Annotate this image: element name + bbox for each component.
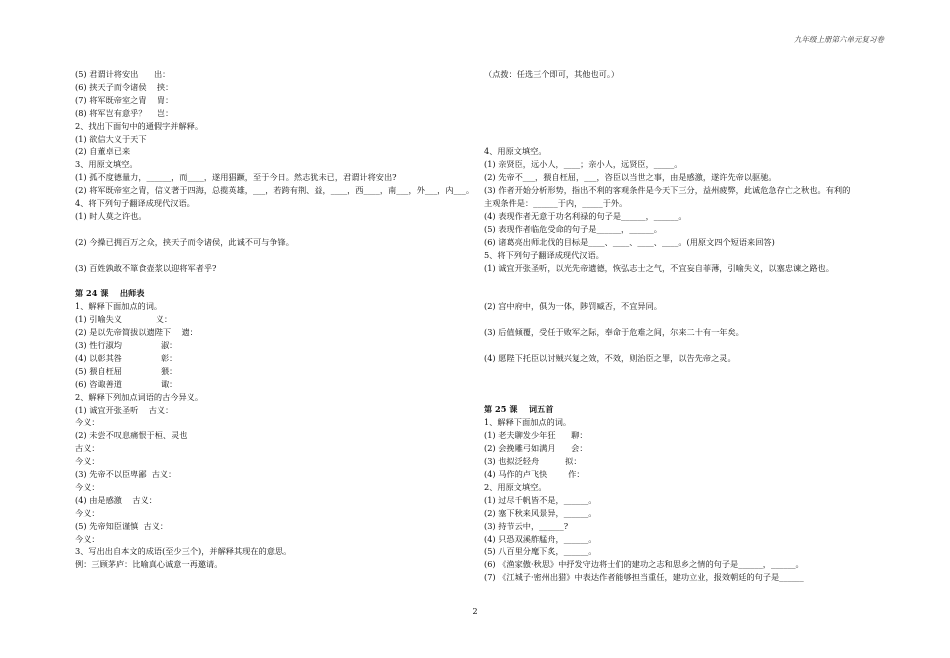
spacer [484,339,884,352]
text-line: (1) 亲贤臣，远小人，____；亲小人，远贤臣，_____。 [484,159,683,170]
spacer [484,391,884,404]
text-line: 4、将下列句子翻译成现代汉语。 [75,198,195,209]
spacer [75,249,475,262]
text-line: 4、用原文填空。 [484,146,547,157]
spacer [484,313,884,326]
text-line: (1) 孤不度德量力，______，而____，遂用猖蹶，至于今日。然志犹未已，君谓计将安出? [75,172,397,183]
text-line: (1) 时人莫之许也。 [75,210,147,221]
spacer [484,133,884,146]
text-line: (4) 由是感激 古义： [75,494,157,505]
text-line: 2、用原文填空。 [484,481,547,492]
text-line: (5) 君谓计将安出 出： [75,69,171,79]
text-line: 5、将下列句子翻译成现代汉语。 [484,249,604,260]
right-column [484,68,884,584]
spacer [75,274,475,287]
text-line: 主观条件是：______于内，_____于外。 [484,198,628,209]
text-line: (3) 持节云中，______? [484,520,569,531]
spacer [484,365,884,391]
text-line: (2) 将军既帝室之胄，信义著于四海，总揽英雄，___，若跨有荆、益，____，西____，南___，外___，内___。 [75,185,475,196]
text-line: 今义： [75,507,100,518]
text-line: (2) 塞下秋来风景异，______。 [484,507,597,518]
spacer [484,274,884,300]
text-line: 古义： [75,443,100,454]
text-line: (2) 是以先帝简拔以遗陛下 遗： [75,327,198,338]
text-line: （点拨：任选三个即可，其他也可。） [484,69,620,79]
text-line: (5) 八百里分麾下炙，______。 [484,546,597,557]
text-line: (6) 《渔家傲·秋思》中抒发守边将士们的建功之志和思乡之情的句子是______，______。 [484,559,804,570]
left-column [75,68,475,571]
text-line: (6) 挟天子而令诸侯 挟： [75,81,174,92]
text-line: (6) 诸葛亮出师北伐的目标是____、____、____、____。(用原文四个短语来回答) [484,236,775,247]
text-line: 2、找出下面句中的通假字并解释。 [75,120,204,131]
page-number: 2 [472,607,478,616]
text-line: 今义： [75,533,100,544]
text-line: 3、用原文填空。 [75,159,138,170]
text-line: 今义： [75,417,100,428]
text-line: (8) 将军岂有意乎？ 岂： [75,107,174,118]
text-line: (1) 过尽千帆皆不是，______。 [484,494,597,505]
text-line: 今义： [75,456,100,467]
text-line: (6) 咨诹善道 诹： [75,378,178,389]
text-line: (7) 将军既帝室之胄 胄： [75,94,174,105]
text-line: (3) 性行淑均 淑： [75,339,178,350]
text-line: (3) 后值倾覆，受任于败军之际，奉命于危难之间，尔来二十有一年矣。 [484,327,744,338]
spacer [484,81,884,107]
header-title: 九年级上册第六单元复习卷 [794,35,884,44]
text-line: (1) 老夫聊发少年狂 聊： [484,430,588,441]
text-line: (1) 引喻失义 义： [75,314,173,325]
text-line: (4) 愿陛下托臣以讨贼兴复之效，不效，则治臣之罪，以告先帝之灵。 [484,352,736,363]
text-line: (2) 自董卓已来 [75,146,131,157]
text-line: (2) 会挽雕弓如满月 会： [484,443,588,454]
text-line: (3) 先帝不以臣卑鄙 古义： [75,469,177,480]
text-line: (3) 也拟泛轻舟 拟： [484,456,582,467]
text-line: 1、解释下面加点的词。 [484,417,572,428]
text-line: (4) 只恐双溪舴艋舟，______。 [484,533,597,544]
text-line: (7) 《江城子·密州出猎》中表达作者能够担当重任，建功立业，报效朝廷的句子是______ [484,572,804,583]
text-line: (4) 表现作者无意于功名利禄的句子是______，______。 [484,210,687,221]
lesson-heading: 第 24 课 出师表 [75,288,145,299]
text-line: (1) 诚宜开张圣听，以光先帝遗德，恢弘志士之气，不宜妄自菲薄，引喻失义，以塞忠谏之路也。 [484,262,834,273]
text-line: 今义： [75,481,100,492]
text-line: 2、解释下列加点词语的古今异义。 [75,391,204,402]
text-line: (3) 作者开始分析形势，指出不利的客观条件是今天下三分，益州疲弊，此诚危急存亡之秋也。有利的 [484,185,851,196]
text-line: (2) 先帝不___，猥自枉屈，___，咨臣以当世之事，由是感激，遂许先帝以驱驰。 [484,172,777,183]
text-line: 1、解释下面加点的词。 [75,301,163,312]
text-line: 例：三顾茅庐：比喻真心诚意一再邀请。 [75,559,223,570]
text-line: (5) 先帝知臣谨慎 古义： [75,520,169,531]
text-line: (3) 百姓孰敢不箪食壶浆以迎将军者乎? [75,262,217,273]
text-line: (5) 表现作者临危受命的句子是______，______。 [484,223,662,234]
text-line: (1) 欲信大义于天下 [75,133,147,144]
text-line: (2) 今操已拥百万之众，挟天子而令诸侯，此诚不可与争锋。 [75,236,294,247]
text-line: (4) 马作的卢飞快 作： [484,468,585,479]
lesson-heading: 第 25 课 词五首 [484,404,554,415]
text-line: (4) 以彰其咎 彰： [75,352,178,363]
text-line: (2) 宫中府中，俱为一体，陟罚臧否，不宜异同。 [484,301,662,312]
text-line: (1) 诚宜开张圣听 古义： [75,404,174,415]
text-line: (5) 猥自枉屈 猥： [75,365,178,376]
text-line: (2) 未尝不叹息痛恨于桓、灵也 [75,430,188,441]
text-line: 3、写出出自本文的成语(至少三个)，并解释其现在的意思。 [75,546,292,557]
spacer [75,223,475,236]
spacer [484,107,884,133]
